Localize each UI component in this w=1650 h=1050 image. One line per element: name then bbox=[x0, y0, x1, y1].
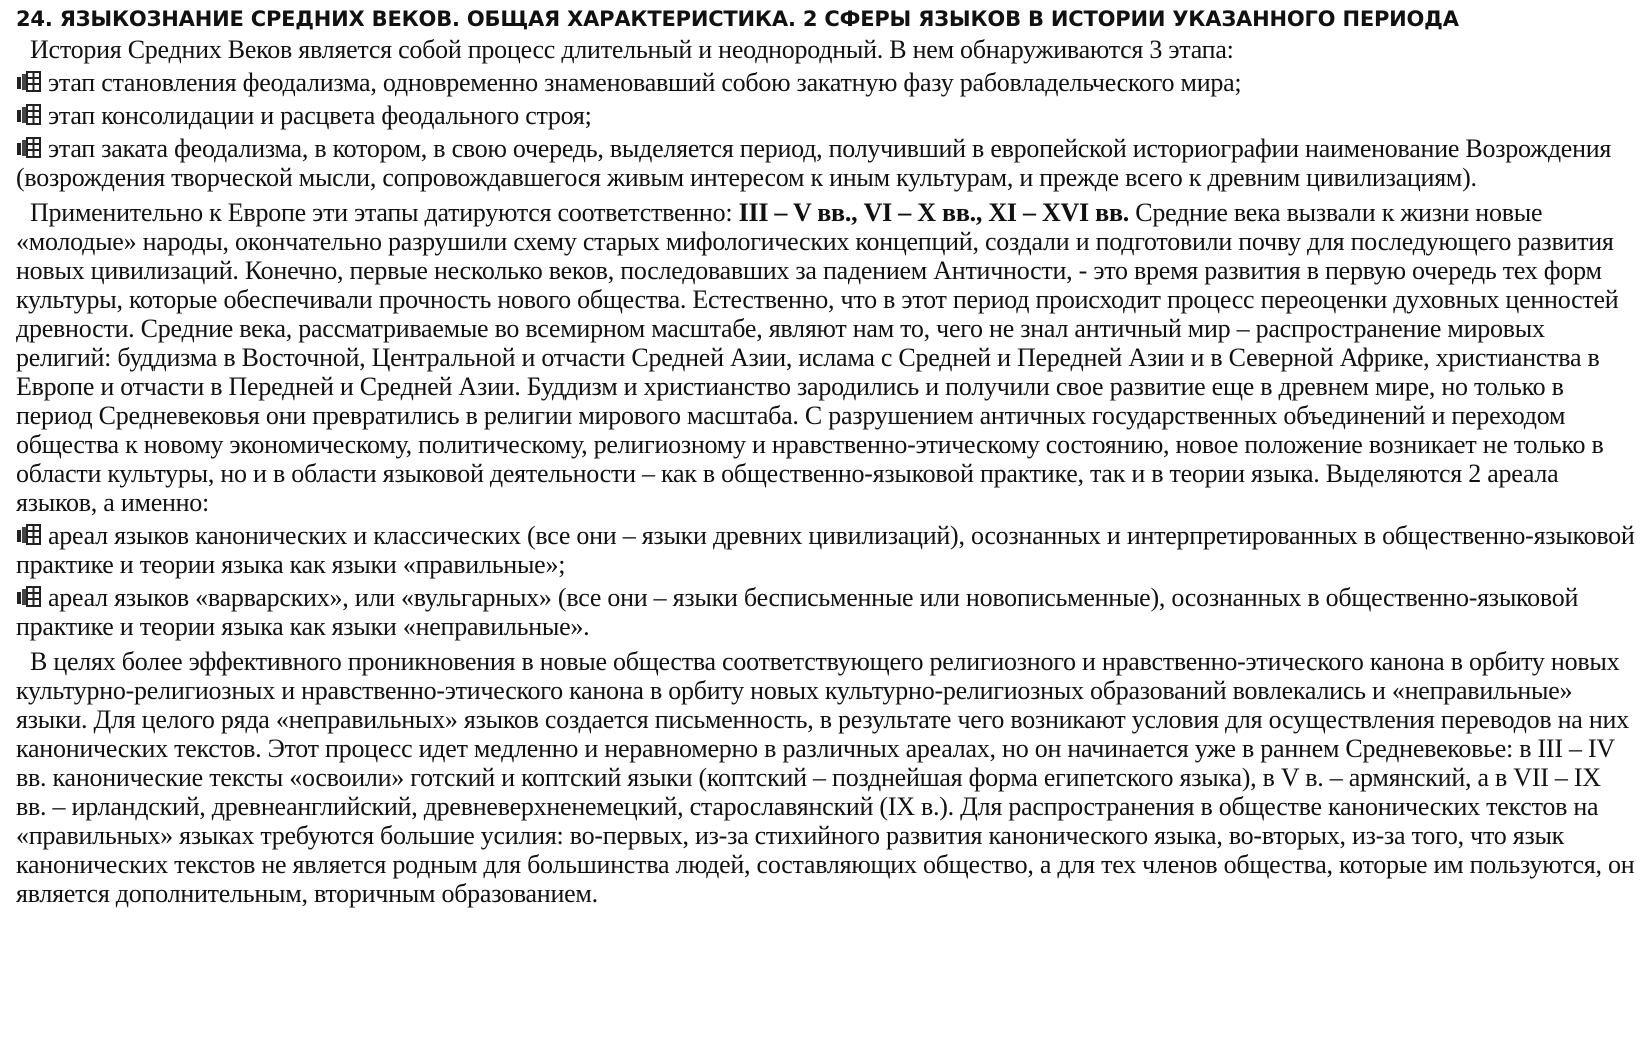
document-page bbox=[16, 4, 1636, 908]
intro-paragraph: История Средних Веков является собой процесс длительный и неоднородный. В нем обнаруживаются 3 этапа: bbox=[30, 35, 1234, 64]
book-grid-icon bbox=[16, 137, 42, 159]
book-grid-icon bbox=[16, 71, 42, 93]
book-grid-icon bbox=[16, 524, 42, 546]
book-grid-icon bbox=[16, 586, 42, 608]
list-item-area-2 bbox=[16, 583, 1636, 641]
list-item-area-1 bbox=[16, 521, 1636, 579]
dates-bold: III – V вв., VI – X вв., XI – XVI вв. bbox=[738, 198, 1130, 227]
periodization-paragraph bbox=[16, 198, 1636, 517]
list-item-stage-3 bbox=[16, 134, 1636, 192]
list-item-text: ареал языков «варварских», или «вульгарных» (все они – языки бесписьменные или новописьменные), осознанных в общественно-языковой практике и теории языка как языки «неправильные». bbox=[16, 583, 1579, 641]
document-body bbox=[16, 35, 1636, 908]
list-item-text: этап консолидации и расцвета феодального строя; bbox=[48, 101, 592, 130]
list-item-text: этап заката феодализма, в котором, в свою очередь, выделяется период, получивший в европейской историографии наименование Возрождения (возрождения творческой мысли, сопровождавшегося живым интересом к иным культурам, и прежде всего к древним цивилизациям). bbox=[16, 134, 1612, 192]
paragraph-rest: Средние века вызвали к жизни новые «молодые» народы, окончательно разрушили схему старых мифологических концепций, создали и подготовили почву для последующего развития новых цивилизаций. Конечно, первые несколько веков, последовавших за падением Античности, - это время развития в первую очередь тех форм культуры, которые обеспечивали прочность нового общества. Естественно, что в этот период происходит процесс переоценки духовных ценностей древности. Средние века, рассматриваемые во всемирном масштабе, являют нам то, чего не знал античный мир – распространение мировых религий: буддизма в Восточной, Центральной и отчасти Средней Азии, ислама с Средней и Передней Азии и в Северной Африке, христианства в Европе и отчасти в Передней и Средней Азии. Буддизм и христианство зародились и получили свое развитие еще в древнем мире, но только в период Средневековья они превратились в религии мирового масштаба. С разрушением античных государственных объединений и переходом общества к новому экономическому, политическому, религиозному и нравственно-этическому состоянию, новое положение возникает не только в области культуры, но и в области языковой деятельности – как в общественно-языковой практике, так и в теории языка. Выделяются 2 ареала языков, а именно: bbox=[16, 198, 1619, 517]
list-item-stage-2 bbox=[16, 101, 1636, 130]
section-heading: 24. ЯЗЫКОЗНАНИЕ СРЕДНИХ ВЕКОВ. ОБЩАЯ ХАРАКТЕРИСТИКА. 2 СФЕРЫ ЯЗЫКОВ В ИСТОРИИ УКАЗАННОГО ПЕРИОДА bbox=[16, 7, 1459, 31]
list-item-text: ареал языков канонических и классических (все они – языки древних цивилизаций), осознанных и интерпретированных в общественно-языковой практике и теории языка как языки «правильные»; bbox=[16, 521, 1635, 579]
list-item-stage-1 bbox=[16, 68, 1636, 97]
book-grid-icon bbox=[16, 104, 42, 126]
paragraph-lead: Применительно к Европе эти этапы датируются соответственно: bbox=[30, 198, 739, 227]
list-item-text: этап становления феодализма, одновременно знаменовавший собою закатную фазу рабовладельческого мира; bbox=[48, 68, 1242, 97]
translation-paragraph: В целях более эффективного проникновения в новые общества соответствующего религиозного и нравственно-этического канона в орбиту новых культурно-религиозных и нравственно-этического канона в орбиту новых культурно-религиозных образований вовлекались и «неправильные» языки. Для целого ряда «неправильных» языков создается письменность, в результате чего возникают условия для осуществления переводов на них канонических текстов. Этот процесс идет медленно и неравномерно в различных ареалах, но он начинается уже в раннем Средневековье: в III – IV вв. канонические тексты «освоили» готский и коптский языки (коптский – позднейшая форма египетского языка), в V в. – армянский, а в VII – IX вв. – ирландский, древнеанглийский, древневерхненемецкий, старославянский (IX в.). Для распространения в обществе канонических текстов на «правильных» языках требуются большие усилия: во-первых, из-за стихийного развития канонического языка, во-вторых, из-за того, что язык канонических текстов не является родным для большинства людей, составляющих общество, а для тех членов общества, которые им пользуются, он является дополнительным, вторичным образованием. bbox=[16, 647, 1635, 908]
